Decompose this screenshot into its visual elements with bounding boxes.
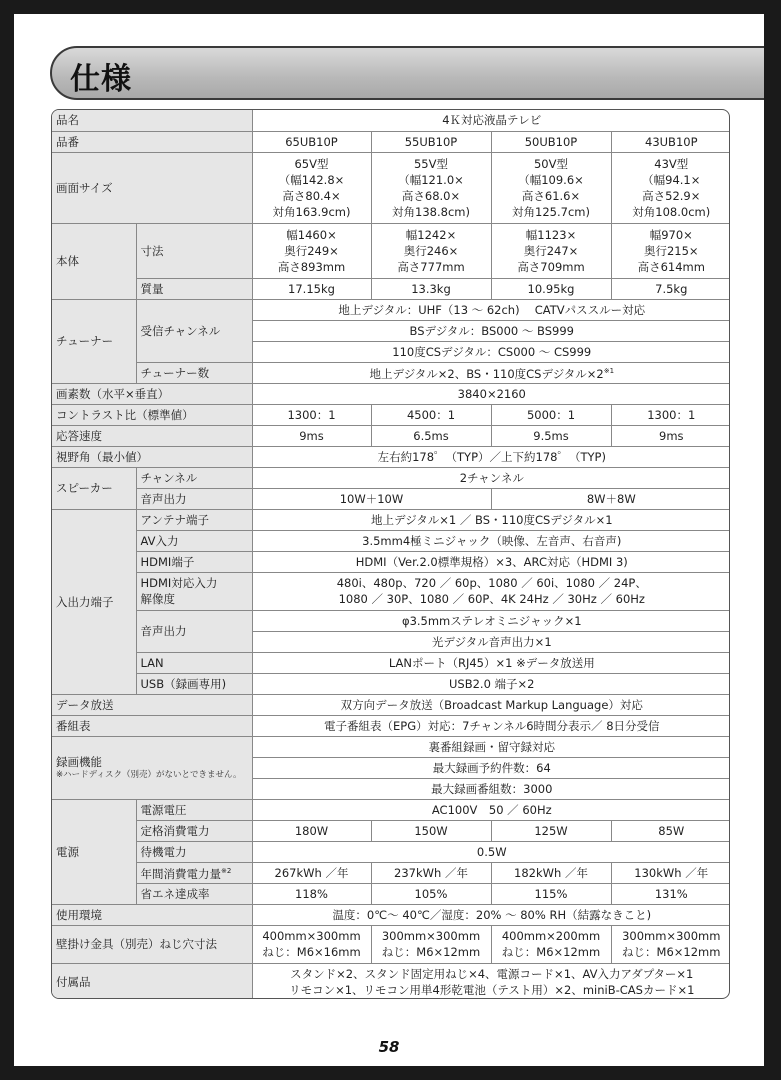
row-audio-out-mini xyxy=(52,610,730,631)
row-antenna xyxy=(52,509,730,530)
page-number: 58 xyxy=(378,1038,400,1056)
label-speaker-channel: チャンネル xyxy=(136,467,252,488)
mass-50: 10.95kg xyxy=(491,278,611,299)
row-data-broadcast xyxy=(52,694,730,715)
row-viewing-angle xyxy=(52,446,730,467)
speaker-output-large: 10W＋10W xyxy=(252,488,491,509)
row-lan xyxy=(52,652,730,673)
label-accessories: 付属品 xyxy=(52,963,252,999)
contrast-55: 4500：1 xyxy=(371,404,491,425)
label-speaker-output: 音声出力 xyxy=(136,488,252,509)
value-hdmi-resolution: 480i、480p、720 ／ 60p、1080 ／ 60i、1080 ／ 24P、 1080 ／ 30P、1080 ／ 60P、4K 24Hz ／ 30Hz ／ 60Hz xyxy=(252,572,730,610)
label-rated-power: 定格消費電力 xyxy=(136,820,252,841)
label-viewing-angle: 視野角（最小値） xyxy=(52,446,252,467)
row-hdmi-resolution xyxy=(52,572,730,610)
contrast-50: 5000：1 xyxy=(491,404,611,425)
value-recording-3: 最大録画番組数：3000 xyxy=(252,778,730,799)
label-annual-power: 年間消費電力量$^{※2}$ xyxy=(136,862,252,883)
label-channels: 受信チャンネル xyxy=(136,299,252,362)
value-product-name: 4Ｋ対応液晶テレビ xyxy=(252,110,730,131)
row-accessories xyxy=(52,963,730,999)
row-wall-mount xyxy=(52,925,730,963)
row-standby-power xyxy=(52,841,730,862)
label-tuner: チューナー xyxy=(52,299,136,383)
efficiency-65: 118% xyxy=(252,883,371,904)
label-efficiency: 省エネ達成率 xyxy=(136,883,252,904)
annual-power-55: 237kWh ／年 xyxy=(371,862,491,883)
value-speaker-channel: 2チャンネル xyxy=(252,467,730,488)
label-epg: 番組表 xyxy=(52,715,252,736)
label-environment: 使用環境 xyxy=(52,904,252,925)
label-speaker: スピーカー xyxy=(52,467,136,509)
wall-mount-50: 400mm×200mm ねじ：M6×12mm xyxy=(491,925,611,963)
efficiency-55: 105% xyxy=(371,883,491,904)
label-io: 入出力端子 xyxy=(52,509,136,694)
value-av-input: 3.5mm4極ミニジャック（映像、左音声、右音声) xyxy=(252,530,730,551)
row-efficiency xyxy=(52,883,730,904)
value-epg: 電子番組表（EPG）対応：7チャンネル6時間分表示／ 8日分受信 xyxy=(252,715,730,736)
row-contrast xyxy=(52,404,730,425)
response-43: 9ms xyxy=(611,425,730,446)
label-wall-mount: 壁掛け金具（別売）ねじ穴寸法 xyxy=(52,925,252,963)
row-environment xyxy=(52,904,730,925)
value-viewing-angle: 左右約178゜（TYP）／上下約178゜（TYP) xyxy=(252,446,730,467)
label-pixels: 画素数（水平×垂直） xyxy=(52,383,252,404)
value-environment: 温度：0℃～ 40℃／湿度：20% ～ 80% RH（結露なきこと) xyxy=(252,904,730,925)
row-hdmi xyxy=(52,551,730,572)
value-antenna: 地上デジタル×1 ／ BS・110度CSデジタル×1 xyxy=(252,509,730,530)
label-tuner-count: チューナー数 xyxy=(136,362,252,383)
value-tuner-count: 地上デジタル×2、BS・110度CSデジタル$\times 2^{※1}$ xyxy=(252,362,730,383)
rated-power-55: 150W xyxy=(371,820,491,841)
label-model: 品番 xyxy=(52,131,252,152)
section-title-bar xyxy=(50,46,764,100)
label-av-input: AV入力 xyxy=(136,530,252,551)
screen-size-55: 55V型 （幅121.0× 高さ68.0× 対角138.8cm) xyxy=(371,152,491,223)
section-title: 仕様 xyxy=(70,62,132,97)
rated-power-50: 125W xyxy=(491,820,611,841)
contrast-43: 1300：1 xyxy=(611,404,730,425)
value-standby-power: 0.5W xyxy=(252,841,730,862)
dimensions-50: 幅1123× 奥行247× 高さ709mm xyxy=(491,223,611,278)
row-dimensions xyxy=(52,223,730,278)
value-pixels: 3840×2160 xyxy=(252,383,730,404)
speaker-output-small: 8W＋8W xyxy=(491,488,730,509)
label-dimensions: 寸法 xyxy=(136,223,252,278)
row-speaker-channel xyxy=(52,467,730,488)
annual-power-65: 267kWh ／年 xyxy=(252,862,371,883)
value-accessories: スタンド×2、スタンド固定用ねじ×4、電源コード×1、AV入力アダプター×1 リモコン×1、リモコン用単4形乾電池（テスト用）×2、miniB-CASカード×1 xyxy=(252,963,730,999)
model-55: 55UB10P xyxy=(371,131,491,152)
screen-size-43: 43V型 （幅94.1× 高さ52.9× 対角108.0cm) xyxy=(611,152,730,223)
value-hdmi: HDMI（Ver.2.0標準規格）×3、ARC対応（HDMI 3) xyxy=(252,551,730,572)
row-product-name xyxy=(52,110,730,131)
screen-size-50: 50V型 （幅109.6× 高さ61.6× 対角125.7cm) xyxy=(491,152,611,223)
response-65: 9ms xyxy=(252,425,371,446)
row-pixels xyxy=(52,383,730,404)
label-standby-power: 待機電力 xyxy=(136,841,252,862)
row-usb xyxy=(52,673,730,694)
wall-mount-43: 300mm×300mm ねじ：M6×12mm xyxy=(611,925,730,963)
contrast-65: 1300：1 xyxy=(252,404,371,425)
response-50: 9.5ms xyxy=(491,425,611,446)
row-mass xyxy=(52,278,730,299)
value-recording-1: 裏番組録画・留守録対応 xyxy=(252,736,730,757)
row-power-voltage xyxy=(52,799,730,820)
wall-mount-65: 400mm×300mm ねじ：M6×16mm xyxy=(252,925,371,963)
label-product-name: 品名 xyxy=(52,110,252,131)
label-hdmi-resolution: HDMI対応入力 解像度 xyxy=(136,572,252,610)
label-response: 応答速度 xyxy=(52,425,252,446)
wall-mount-55: 300mm×300mm ねじ：M6×12mm xyxy=(371,925,491,963)
row-model xyxy=(52,131,730,152)
label-screen-size: 画面サイズ xyxy=(52,152,252,223)
row-tuner-count xyxy=(52,362,730,383)
mass-65: 17.15kg xyxy=(252,278,371,299)
dimensions-43: 幅970× 奥行215× 高さ614mm xyxy=(611,223,730,278)
label-recording: 録画機能 ※ハードディスク（別売）がないとできません。 xyxy=(52,736,252,799)
row-response xyxy=(52,425,730,446)
value-audio-out-optical: 光デジタル音声出力×1 xyxy=(252,631,730,652)
annual-power-50: 182kWh ／年 xyxy=(491,862,611,883)
label-data-broadcast: データ放送 xyxy=(52,694,252,715)
screen-size-65: 65V型 （幅142.8× 高さ80.4× 対角163.9cm) xyxy=(252,152,371,223)
value-bs: BSデジタル：BS000 ～ BS999 xyxy=(252,320,730,341)
value-cs: 110度CSデジタル：CS000 ～ CS999 xyxy=(252,341,730,362)
label-hdmi: HDMI端子 xyxy=(136,551,252,572)
row-av-input xyxy=(52,530,730,551)
value-usb: USB2.0 端子×2 xyxy=(252,673,730,694)
label-usb: USB（録画専用) xyxy=(136,673,252,694)
model-50: 50UB10P xyxy=(491,131,611,152)
efficiency-50: 115% xyxy=(491,883,611,904)
footnote-2: ※2 xyxy=(221,867,232,876)
rated-power-65: 180W xyxy=(252,820,371,841)
row-speaker-output xyxy=(52,488,730,509)
footnote-1: ※1 xyxy=(603,367,615,376)
value-data-broadcast: 双方向データ放送（Broadcast Markup Language）対応 xyxy=(252,694,730,715)
recording-note: ※ハードディスク（別売）がないとできません。 xyxy=(56,770,242,780)
label-lan: LAN xyxy=(136,652,252,673)
label-antenna: アンテナ端子 xyxy=(136,509,252,530)
row-tuner-terrestrial xyxy=(52,299,730,320)
label-mass: 質量 xyxy=(136,278,252,299)
model-43: 43UB10P xyxy=(611,131,730,152)
label-power: 電源 xyxy=(52,799,136,904)
value-terrestrial: 地上デジタル：UHF（13 ～ 62ch) CATVパススルー対応 xyxy=(252,299,730,320)
model-65: 65UB10P xyxy=(252,131,371,152)
value-recording-2: 最大録画予約件数：64 xyxy=(252,757,730,778)
mass-55: 13.3kg xyxy=(371,278,491,299)
value-audio-out-mini: φ3.5mmステレオミニジャック×1 xyxy=(252,610,730,631)
row-screen-size xyxy=(52,152,730,223)
label-body: 本体 xyxy=(52,223,136,299)
manual-page xyxy=(14,14,764,1066)
value-lan: LANポート（RJ45）×1 ※データ放送用 xyxy=(252,652,730,673)
dimensions-55: 幅1242× 奥行246× 高さ777mm xyxy=(371,223,491,278)
spec-table xyxy=(52,110,730,999)
row-annual-power xyxy=(52,862,730,883)
label-audio-out: 音声出力 xyxy=(136,610,252,652)
label-power-voltage: 電源電圧 xyxy=(136,799,252,820)
mass-43: 7.5kg xyxy=(611,278,730,299)
rated-power-43: 85W xyxy=(611,820,730,841)
dimensions-65: 幅1460× 奥行249× 高さ893mm xyxy=(252,223,371,278)
row-rated-power xyxy=(52,820,730,841)
row-recording-1 xyxy=(52,736,730,757)
label-contrast: コントラスト比（標準値） xyxy=(52,404,252,425)
spec-table-frame xyxy=(51,109,730,999)
efficiency-43: 131% xyxy=(611,883,730,904)
value-power-voltage: AC100V 50 ／ 60Hz xyxy=(252,799,730,820)
response-55: 6.5ms xyxy=(371,425,491,446)
row-epg xyxy=(52,715,730,736)
annual-power-43: 130kWh ／年 xyxy=(611,862,730,883)
